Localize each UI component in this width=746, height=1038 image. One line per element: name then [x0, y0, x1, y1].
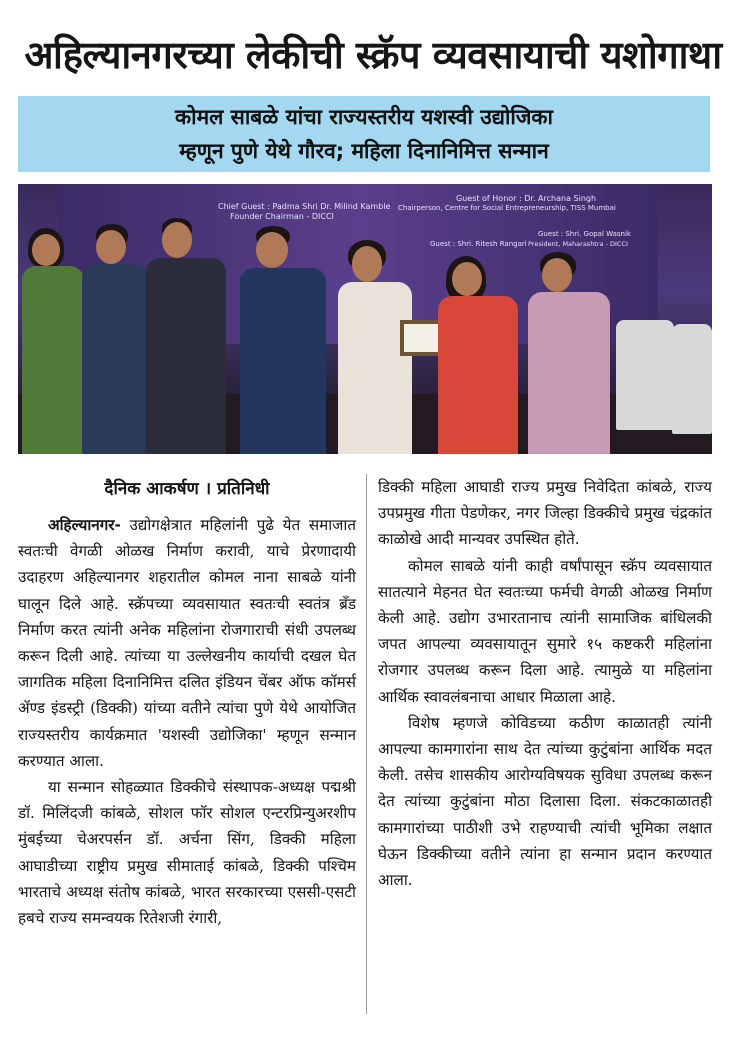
- byline: दैनिक आकर्षण । प्रतिनिधी: [104, 479, 270, 499]
- column-divider: [366, 474, 367, 1014]
- subheadline-box: [18, 96, 710, 172]
- guest-gopal-text: Guest : Shri. Gopal Wasnik: [538, 230, 631, 238]
- stage-chair: [672, 324, 712, 434]
- headline: अहिल्यानगरच्या लेकीची स्क्रॅप व्यवसायाची यशोगाथा: [24, 33, 722, 77]
- chief-guest-title-text: Founder Chairman - DICCI: [230, 212, 334, 221]
- chief-guest-text: Chief Guest : Padma Shri Dr. Milind Kamble: [218, 202, 391, 211]
- stage-chair: [616, 320, 674, 430]
- guest-ritesh-text: Guest : Shri. Ritesh Rangari: [430, 240, 527, 248]
- dateline: अहिल्यानगर-: [48, 516, 121, 534]
- award-ceremony-photo: [18, 184, 712, 454]
- article-paragraph: या सन्मान सोहळ्यात डिक्कीचे संस्थापक-अध्यक्ष पद्मश्री डॉ. मिलिंदजी कांबळे, सोशल फॉर सोशल एन्टरप्रिन्युअरशीप मुंबईच्या चेअरपर्सन डॉ. अर्चना सिंग, डिक्की महिला आघाडीच्या राष्ट्रीय प्रमुख सीमाताई कांबळे, डिक्की पश्चिम भारताचे अध्यक्ष संतोष कांबळे, भारत सरकारच्या एससी-एसटी हबचे राज्य समन्वयक रितेशजी रंगारी,: [18, 778, 356, 928]
- subheadline-line-2: म्हणून पुणे येथे गौरव; महिला दिनानिमित्त सन्मान: [179, 139, 549, 163]
- article-paragraph: डिक्की महिला आघाडी राज्य प्रमुख निवेदिता कांबळे, राज्य उपप्रमुख गीता पेडणेकर, नगर जिल्हा डिक्कीचे प्रमुख चंद्रकांत काळोखे आदी मान्यवर उपस्थित होते.: [378, 478, 712, 549]
- guest-gopal-title-text: President, Maharashtra - DICCI: [528, 240, 628, 248]
- guest-of-honor-text: Guest of Honor : Dr. Archana Singh: [456, 194, 597, 203]
- article-column-right: [378, 474, 712, 893]
- article-paragraph: [18, 512, 356, 774]
- article-column-left: [18, 474, 356, 931]
- article-paragraph: विशेष म्हणजे कोविडच्या कठीण काळातही त्यांनी आपल्या कामगारांना साथ देत त्यांच्या कुटुंबांना आर्थिक मदत केली. तसेच शासकीय आरोग्यविषयक सुविधा उपलब्ध करून देत त्यांच्या कुटुंबांना मोठा दिलासा दिला. संकटकाळातही कामगारांच्या पाठीशी उभे राहण्याची त्यांची भूमिका लक्षात घेऊन डिक्कीच्या वतीने त्यांना हा सन्मान प्रदान करण्यात आला.: [378, 713, 712, 890]
- article-paragraph-text: उद्योगक्षेत्रात महिलांनी पुढे येत समाजात स्वतःची वेगळी ओळख निर्माण करावी, याचे प्रेरणादायी उदाहरण अहिल्यानगर शहरातील कोमल नाना साबळे यांनी घालून दिले आहे. स्क्रॅपच्या व्यवसायात स्वतःची स्वतंत्र ब्रँड निर्माण करत त्यांनी अनेक महिलांना रोजगाराची संधी उपलब्ध करून दिली आहे. त्यांच्या या उल्लेखनीय कार्याची दखल घेत जागतिक महिला दिनानिमित्त दलित इंडियन चेंबर ऑफ कॉमर्स ॲण्ड इंडस्ट्री (डिक्की) यांच्या वतीने त्यांचा पुणे येथे आयोजित राज्यस्तरीय कार्यक्रमात 'यशस्वी उद्योजिका' म्हणून सन्मान करण्यात आला.: [18, 516, 356, 770]
- article-paragraph: कोमल साबळे यांनी काही वर्षांपासून स्क्रॅप व्यवसायात सातत्याने मेहनत घेत स्वतःच्या फर्मची वेगळी ओळख निर्माण केली आहे. उद्योग उभारतानाच त्यांनी सामाजिक बांधिलकी जपत आपल्या व्यवसायातून सुमारे १५ कष्टकरी महिलांना रोजगार उपलब्ध करून दिला आहे. त्यामुळे या महिलांना आर्थिक स्वावलंबनाचा आधार मिळाला आहे.: [378, 556, 712, 706]
- subheadline-line-1: कोमल साबळे यांचा राज्यस्तरीय यशस्वी उद्योजिका: [175, 105, 553, 129]
- guest-of-honor-title-text: Chairperson, Centre for Social Entrepreneurship, TISS Mumbai: [398, 204, 616, 212]
